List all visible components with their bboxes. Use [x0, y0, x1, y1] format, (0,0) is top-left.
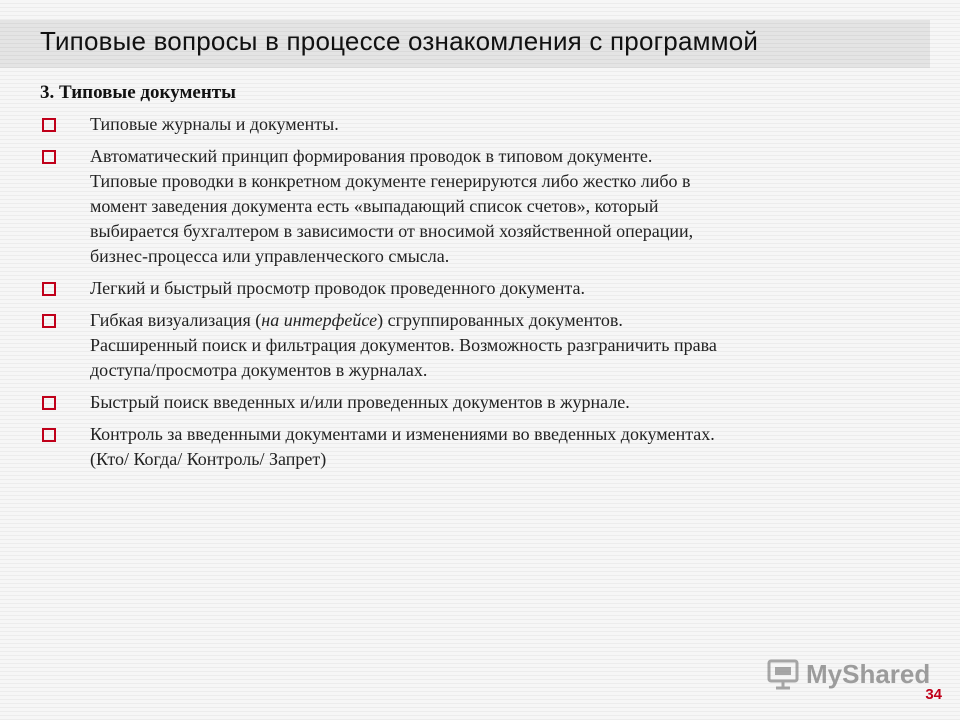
bullet-text-part: Легкий и быстрый просмотр проводок проведенного документа.	[90, 278, 585, 298]
bullet-text	[90, 144, 920, 269]
checkbox-bullet-icon	[42, 428, 56, 442]
watermark-text: MyShared	[806, 658, 931, 689]
slide-title: Типовые вопросы в процессе ознакомления с программой	[40, 26, 759, 56]
bullet-text-italic: на интерфейсе	[261, 310, 378, 330]
bullet-text-part: Контроль за введенными документами и изменениями во введенных документах. (Кто/ Когда/ Контроль/ Запрет)	[90, 424, 715, 469]
bullet-text	[90, 308, 920, 383]
checkbox-bullet-icon	[42, 150, 56, 164]
bullet-text-part: Автоматический принцип формирования проводок в типовом документе. Типовые проводки в конкретном документе генерируются либо жестко либо в момент заведения документа есть «выпадающий список счетов», который выбирается бухгалтером в зависимости от вносимой хозяйственной операции, бизнес-процесса или управленческого смысла.	[90, 146, 694, 266]
bullet-item	[40, 422, 920, 472]
checkbox-bullet-icon	[42, 282, 56, 296]
bullet-item	[40, 112, 920, 137]
checkbox-bullet-icon	[42, 314, 56, 328]
bullet-text	[90, 112, 920, 137]
bullet-item	[40, 276, 920, 301]
bullet-text-part: Быстрый поиск введенных и/или проведенных документов в журнале.	[90, 392, 630, 412]
bullet-text	[90, 390, 920, 415]
checkbox-bullet-icon	[42, 396, 56, 410]
checkbox-bullet-icon	[42, 118, 56, 132]
bullet-text	[90, 276, 920, 301]
bullet-item	[40, 144, 920, 269]
page-number: 34	[925, 686, 942, 703]
bullet-text-part: Гибкая визуализация (	[90, 310, 262, 330]
bullet-text	[90, 422, 920, 472]
bullet-list	[40, 112, 920, 479]
presentation-icon	[766, 657, 800, 691]
bullet-text-part: Типовые журналы и документы.	[90, 114, 339, 134]
bullet-text-part: ) сгруппированных документов. Расширенный поиск и фильтрация документов. Возможность разграничить права доступа/просмотра документов в журналах.	[90, 310, 717, 380]
watermark	[766, 656, 930, 692]
bullet-item	[40, 390, 920, 415]
bullet-item	[40, 308, 920, 383]
section-heading: 3. Типовые документы	[40, 82, 236, 103]
